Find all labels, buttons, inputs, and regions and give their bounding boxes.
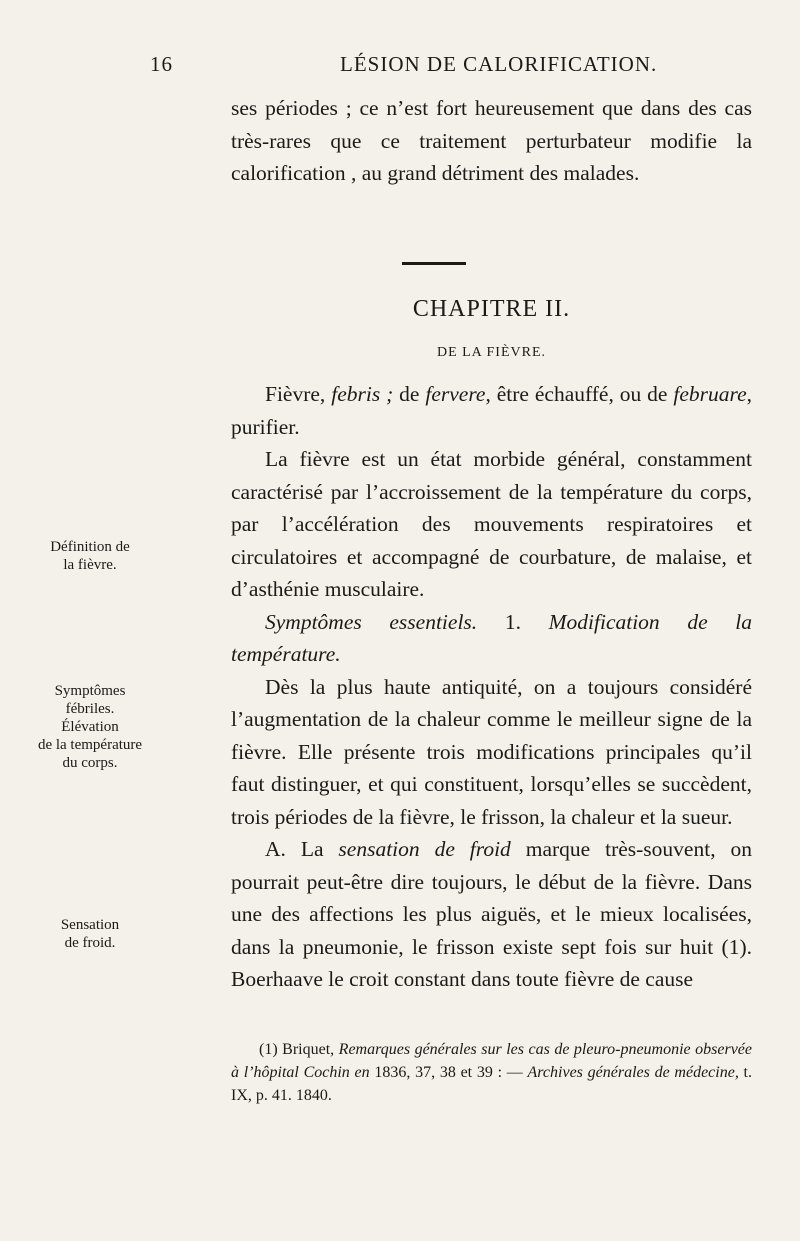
top-paragraph: ses périodes ; ce n’est fort heureusement que dans des cas très-rares que ce traitement perturbateur modifie la calorification , au grand détriment des malades.	[231, 96, 752, 185]
cold-paragraph	[231, 833, 752, 996]
etymology-lead: Fièvre,	[265, 382, 326, 406]
footnote-mid: 1836, 37, 38 et 39 : —	[374, 1064, 523, 1081]
margin-note-line: de la température	[37, 737, 143, 753]
symptoms-paragraph: Dès la plus haute antiquité, on a toujours considéré l’augmentation de la chaleur comme le meilleur signe de la fièvre. Elle présente trois modifications principales qu’il faut distinguer, et qui constituent, lorsqu’elles se succèdent, trois périodes de la fièvre, le frisson, la chaleur et la sueur.	[231, 674, 752, 829]
etymology-latin-fervere: fervere	[425, 382, 486, 406]
running-head	[150, 52, 750, 82]
footnote-tail: t. IX, p. 41. 1840.	[231, 1064, 752, 1104]
chapter-subtitle: DE LA FIÈVRE.	[436, 345, 547, 360]
chapter-body	[231, 378, 752, 996]
footnote	[231, 1038, 752, 1107]
margin-note-cold	[30, 916, 150, 952]
section-heading-title: Modification de la température.	[231, 609, 753, 666]
section-heading-number: 1.	[504, 609, 521, 634]
margin-note-line: Symptômes	[54, 683, 126, 699]
footnote-italic: Remarques générales sur les cas de pleuro-pneumonie observée à l’hôpital Cochin en	[231, 1041, 753, 1081]
margin-note-line: fébriles.	[65, 701, 115, 717]
footnote-italic2: Archives générales de médecine,	[527, 1064, 739, 1081]
margin-note-line: de froid.	[64, 935, 116, 951]
page-number: 16	[150, 52, 173, 76]
margin-note-line: du corps.	[62, 755, 118, 771]
running-title: LÉSION DE CALORIFICATION.	[340, 52, 658, 76]
chapter-title: CHAPITRE II.	[412, 296, 571, 322]
etymology-mid: de	[399, 382, 420, 406]
etymology-paragraph	[231, 378, 752, 443]
margin-note-line: Définition de	[50, 539, 130, 555]
margin-note-line: la fièvre.	[63, 557, 117, 573]
etymology-latin-febris: febris ;	[331, 382, 394, 406]
section-heading	[231, 606, 752, 671]
cold-italic: sensation de froid	[338, 837, 511, 861]
margin-note-symptoms	[30, 682, 150, 772]
margin-note-line: Élévation	[61, 719, 119, 735]
etymology-latin-februare: februare	[673, 382, 747, 406]
margin-note-line: Sensation	[60, 917, 120, 933]
margin-note-definition	[30, 538, 150, 574]
definition-paragraph: La fièvre est un état morbide général, constamment caractérisé par l’accroissement de la température du corps, par l’accélération des mouvements respiratoires et circulatoires et accompagné de courbature, de malaise, et d’asthénie musculaire.	[231, 447, 752, 601]
cold-lead: A. La	[265, 837, 324, 861]
etymology-tail: , purifier.	[231, 382, 752, 439]
etymology-mid2: , être échauffé, ou de	[485, 382, 668, 406]
section-heading-lead: Symptômes essentiels.	[265, 609, 478, 634]
footnote-lead: (1) Briquet,	[259, 1041, 335, 1058]
section-divider	[402, 262, 466, 265]
cold-rest: marque très-souvent, on pourrait peut-être dire toujours, le début de la fièvre. Dans une des affections les plus aiguës, et le mieux localisées, dans la pneumonie, le frisson existe sept fois sur huit (1). Boerhaave le croit constant dans toute fièvre de cause	[231, 837, 752, 991]
